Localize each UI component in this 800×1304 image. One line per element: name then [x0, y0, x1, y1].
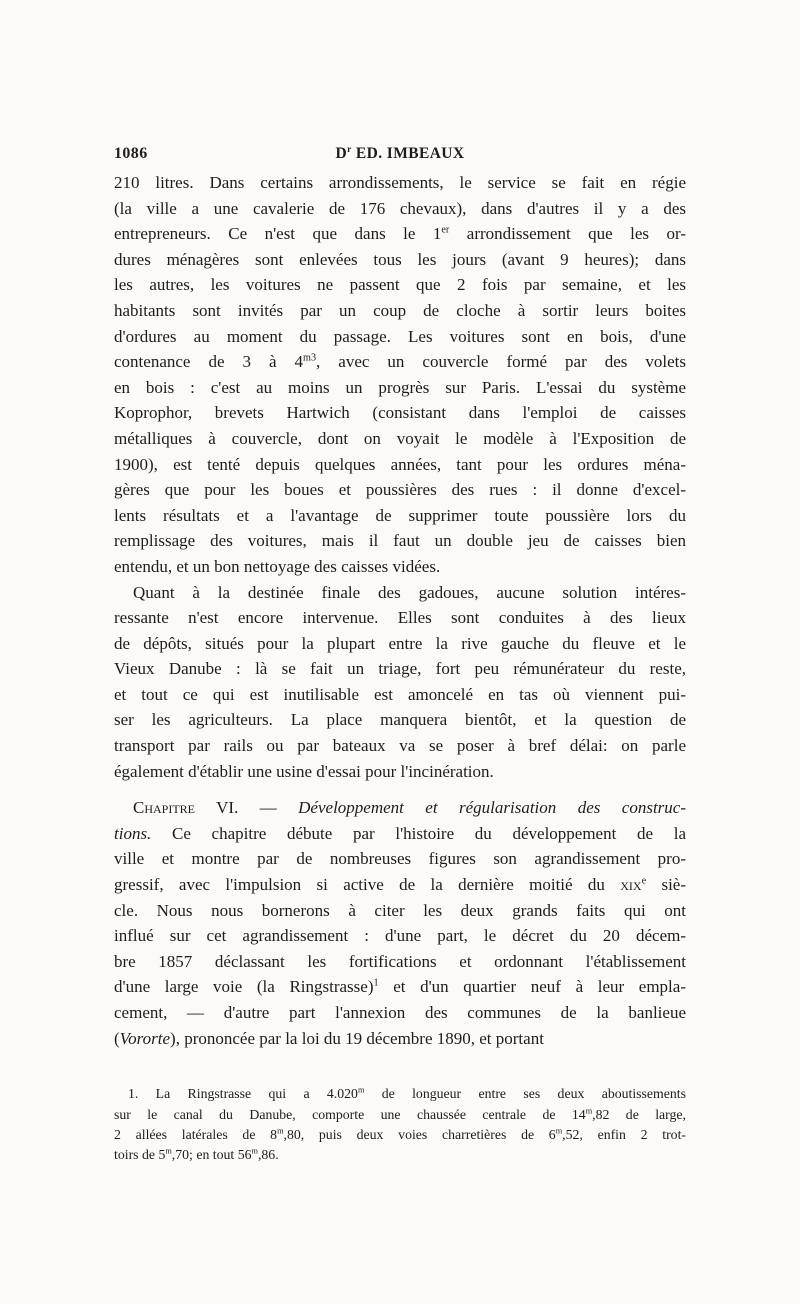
- text-segment: toirs de 5: [114, 1147, 166, 1163]
- text-segment-sup: m3: [303, 352, 317, 364]
- text-segment-i: tions.: [114, 823, 152, 843]
- text-line: [114, 477, 686, 503]
- header-title-rest: ED. IMBEAUX: [351, 145, 465, 163]
- text-line: [114, 821, 686, 847]
- text-segment-sup: e: [641, 875, 647, 887]
- text-segment-sup: m: [357, 1085, 365, 1095]
- text-line: [114, 872, 686, 898]
- text-segment: remplissage des voitures, mais il faut un double jeu de caisses bien: [114, 531, 686, 551]
- text-segment: et d'un quartier neuf à leur empla-: [378, 977, 686, 997]
- text-line: [114, 846, 686, 872]
- text-line: [114, 221, 686, 247]
- paragraph: [114, 170, 686, 580]
- text-line: [114, 656, 686, 682]
- body-text: [114, 170, 686, 1051]
- text-line: [114, 759, 686, 785]
- text-line: [114, 974, 686, 1000]
- text-segment-i: Développement et régularisation des construc-: [298, 798, 686, 818]
- text-segment: Vieux Danube : là se fait un triage, fort peu rémunérateur du reste,: [114, 659, 686, 679]
- paragraph: [114, 580, 686, 785]
- running-header: [114, 142, 686, 170]
- text-segment-sup: m: [251, 1146, 258, 1156]
- text-segment: en bois : c'est au moins un progrès sur Paris. L'essai du système: [114, 377, 686, 397]
- text-segment: également d'établir une usine d'essai pour l'incinération.: [114, 761, 494, 781]
- text-segment-sup: m: [585, 1106, 593, 1115]
- text-segment: ressante n'est encore intervenue. Elles sont conduites à des lieux: [114, 608, 686, 628]
- text-segment: , avec un couvercle formé par des volets: [316, 352, 686, 372]
- text-line: [114, 631, 686, 657]
- text-segment: 1900), est tenté depuis quelques années, tant pour les ordures ména-: [114, 454, 686, 474]
- paragraph: [114, 795, 686, 1051]
- text-segment: (: [114, 1028, 120, 1048]
- text-segment: habitants sont invités par un coup de cloche à sortir leurs boites: [114, 300, 686, 320]
- text-segment: (la ville a une cavalerie de 176 chevaux), dans d'autres il y a des: [114, 198, 686, 218]
- text-line: [114, 196, 686, 222]
- text-line: [114, 733, 686, 759]
- text-line: [114, 528, 686, 554]
- text-line: [114, 580, 686, 606]
- text-line: [114, 170, 686, 196]
- text-line: [114, 707, 686, 733]
- text-line: [114, 1000, 686, 1026]
- text-segment: 1. La Ringstrasse qui a 4.020: [128, 1086, 358, 1102]
- header-title-d: D: [335, 145, 348, 163]
- text-segment: bre 1857 déclassant les fortifications et ordonnant l'établissement: [114, 951, 686, 971]
- text-segment-i: Vororte: [119, 1028, 171, 1048]
- text-segment-sup: m: [277, 1126, 284, 1136]
- text-line: [114, 247, 686, 273]
- text-line: [114, 452, 686, 478]
- header-title: [114, 142, 686, 163]
- text-segment: ,80, puis deux voies charretières de 6: [283, 1127, 556, 1142]
- text-line: [114, 795, 686, 821]
- text-segment: ville et montre par de nombreuses figures son agrandissement pro-: [114, 849, 686, 869]
- text-segment-sup: m: [555, 1126, 563, 1136]
- text-segment: transport par rails ou par bateaux va se poser à bref délai: on parle: [114, 736, 686, 756]
- text-segment: ser les agriculteurs. La place manquera bientôt, et la question de: [114, 710, 686, 730]
- text-segment: ,82 de large,: [592, 1106, 687, 1122]
- text-segment: sur le canal du Danube, comporte une chaussée centrale de 14: [114, 1106, 586, 1122]
- header-title-sup: r: [347, 145, 352, 155]
- text-segment: Ce chapitre débute par l'histoire du développement de la: [151, 823, 686, 843]
- text-segment: cement, — d'autre part l'annexion des communes de la banlieue: [114, 1003, 686, 1022]
- text-line: [114, 324, 686, 350]
- text-segment-sup: er: [441, 224, 450, 236]
- text-segment: Koprophor, brevets Hartwich (consistant dans l'emploi de caisses: [114, 403, 686, 423]
- text-area: [114, 142, 686, 1166]
- text-line: [114, 1145, 686, 1165]
- text-line: [114, 1026, 686, 1052]
- text-line: [114, 503, 686, 529]
- text-segment-sup: 1: [373, 977, 379, 989]
- text-segment: arrondissement que les or-: [449, 224, 686, 244]
- text-segment: Quant à la destinée finale des gadoues, aucune solution intéres-: [133, 582, 686, 602]
- text-segment-sc: xix: [620, 875, 642, 895]
- text-line: [114, 554, 686, 580]
- text-line: [114, 605, 686, 631]
- text-segment: ,70; en tout 56: [171, 1147, 252, 1163]
- text-line: [114, 426, 686, 452]
- text-line: [114, 949, 686, 975]
- text-segment: ,86.: [257, 1147, 279, 1163]
- text-line: [114, 923, 686, 949]
- text-segment: ), prononcée par la loi du 19 décembre 1890, et portant: [170, 1028, 544, 1048]
- footnote: [114, 1084, 686, 1166]
- text-segment: les autres, les voitures ne passent que 2 fois par semaine, et les: [114, 275, 686, 295]
- text-segment: 210 litres. Dans certains arrondissements, le service se fait en régie: [114, 173, 686, 192]
- text-segment: de longueur entre ses deux aboutissements: [364, 1086, 687, 1102]
- text-line: [114, 1125, 686, 1145]
- text-line: [114, 298, 686, 324]
- text-segment-sup: m: [165, 1146, 172, 1156]
- text-segment: d'ordures au moment du passage. Les voitures sont en bois, d'une: [114, 326, 686, 346]
- text-line: [114, 682, 686, 708]
- text-segment: entrepreneurs. Ce n'est que dans le 1: [114, 224, 442, 244]
- text-line: [114, 1105, 686, 1125]
- text-segment: entendu, et un bon nettoyage des caisses vidées.: [114, 556, 441, 576]
- text-segment: et tout ce qui est inutilisable est amoncelé en tas où viennent pui-: [114, 684, 686, 704]
- text-segment: siè-: [646, 875, 687, 895]
- text-line: [114, 898, 686, 924]
- text-segment: lents résultats et a l'avantage de supprimer toute poussière lors du: [114, 505, 686, 525]
- text-segment: de dépôts, situés pour la plupart entre la rive gauche du fleuve et le: [114, 633, 686, 653]
- text-segment-sc: Chapitre: [133, 798, 196, 818]
- text-segment: VI. —: [195, 798, 299, 818]
- text-line: [114, 349, 686, 375]
- text-line: [114, 400, 686, 426]
- text-segment: gères que pour les boues et poussières des rues : il donne d'excel-: [114, 480, 686, 500]
- text-segment: ,52, enfin 2 trot-: [562, 1127, 687, 1142]
- text-segment: gressif, avec l'impulsion si active de la dernière moitié du: [114, 875, 621, 895]
- text-segment: métalliques à couvercle, dont on voyait le modèle à l'Exposition de: [114, 428, 686, 448]
- text-segment: 2 allées latérales de 8: [114, 1127, 278, 1142]
- text-segment: influé sur cet agrandissement : d'une part, le décret du 20 décem-: [114, 926, 686, 946]
- text-segment: contenance de 3 à 4: [114, 352, 304, 372]
- text-line: [114, 272, 686, 298]
- page-number: 1086: [114, 145, 148, 162]
- text-line: [114, 375, 686, 401]
- text-segment: dures ménagères sont enlevées tous les jours (avant 9 heures); dans: [114, 249, 686, 269]
- text-line: [114, 1084, 686, 1104]
- text-segment: d'une large voie (la Ringstrasse): [114, 977, 374, 997]
- text-segment: cle. Nous nous bornerons à citer les deux grands faits qui ont: [114, 900, 686, 920]
